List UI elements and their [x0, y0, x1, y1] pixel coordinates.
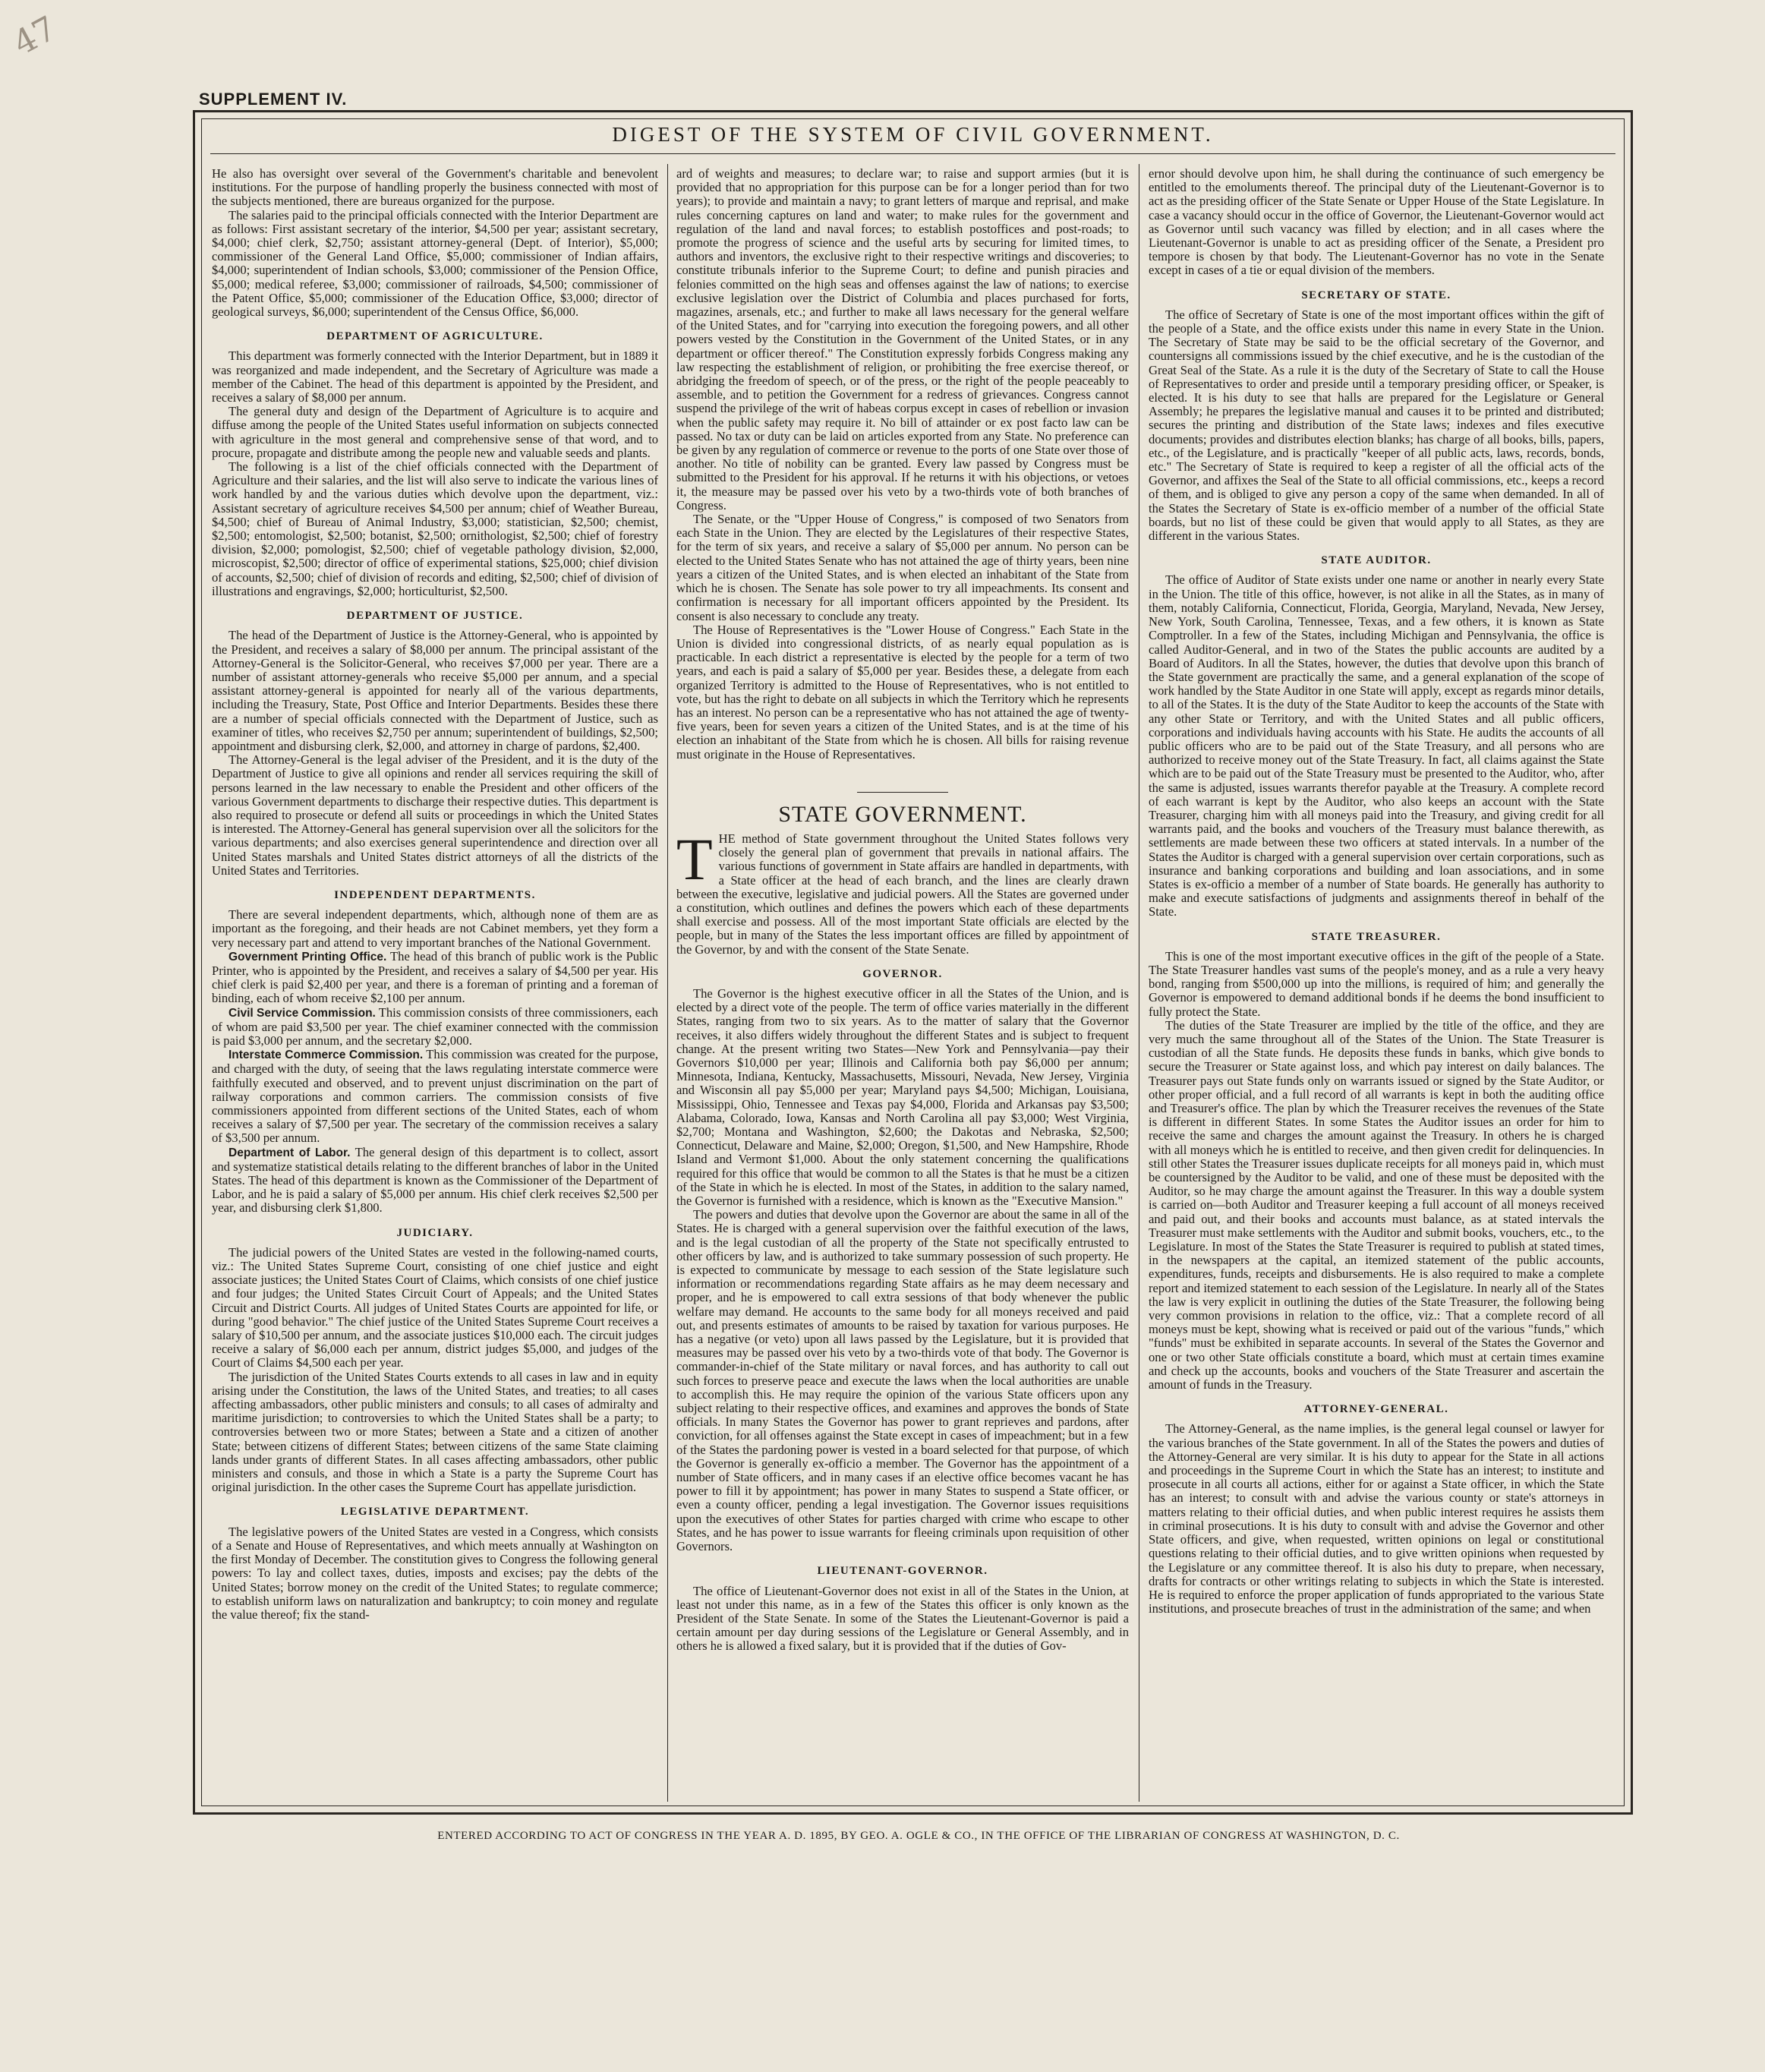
paragraph: There are several independent departments, which, although none of them are as important as the foregoing, and their heads are not Cabinet members, yet they form a very necessary part and attend to very important branches of the National Government. — [212, 907, 658, 950]
column-1 — [212, 167, 658, 1802]
paragraph-csc — [212, 1006, 658, 1049]
paragraph: This department was formerly connected with the Interior Department, but in 1889 it was reorganized and made independent, and the Secretary of Agriculture was made a member of the Cabinet. The head of this department is appointed by the President, and receives a salary of $8,000 per annum. — [212, 348, 658, 405]
paragraph: ernor should devolve upon him, he shall during the continuance of such emergency be entitled to the emoluments thereof. The principal duty of the Lieutenant-Governor is to act as the presiding officer of the State Senate or Upper House of the State Legislature. In case a vacancy should occur in the office of Governor, the Lieutenant-Governor would act as Governor until such vacancy was filled by election; and in all cases where the Lieutenant-Governor is unable to act as presiding officer of the Senate, a President pro tempore is chosen by that body. The Lieutenant-Governor has no vote in the Senate except in cases of a tie or equal division of the members. — [1149, 167, 1604, 278]
text-dol: The general design of this department is to collect, assort and systematize statistical details relating to the different branches of labor in the United States. The head of this department is known as the Commissioner of the Department of Labor, and he is paid a salary of $5,000 per annum. His chief clerk receives $2,500 per year, and disbursing clerk $1,800. — [212, 1144, 658, 1216]
section-heading-justice: DEPARTMENT OF JUSTICE. — [346, 610, 524, 623]
paragraph: The office of Lieutenant-Governor does not exist in all of the States in the Union, at least not under this name, as in a few of the States this officer is only known as the President of the State Senate. In some of the States the Lieutenant-Governor is paid a certain amount per day during sessions of the Legislature or General Assembly, and in others he is allowed a fixed salary, but it is provided that if the duties of Gov- — [676, 1583, 1129, 1654]
section-heading-legislative: LEGISLATIVE DEPARTMENT. — [340, 1506, 530, 1519]
paragraph-gpo — [212, 950, 658, 1006]
paragraph: The duties of the State Treasurer are implied by the title of the office, and they are very much the same throughout all of the States of the Union. The State Treasurer is custodian of all the State funds. He deposits these funds in banks, which give bonds to secure the Treasurer or State against loss, and which pay interest on daily balances. The Treasurer pays out State funds only on warrants issued or signed by the State Auditor, or other proper official, and a full record of all warrants is kept in both the auditing office and Treasurer's office. The plan by which the Treasurer receives the revenues of the State is different in different States. In some States the Auditor issues an order for him to receive the same and charges the amount against the Treasury. In others he is charged with all moneys which he is entitled to receive, and then given credit for delinquencies. In still other States the Treasurer issues duplicate receipts for all moneys paid in, which must be countersigned by the Auditor to be valid, and one of these must be deposited with the Auditor, so he may charge the amount against the Treasurer. In this way a double system is carried on—both Auditor and Treasurer keeping a full account of all moneys received and paid out, and their books and accounts must balance, as at stated intervals the Treasurer must make settlements with the Auditor and submit books, vouchers, etc., to the Legislature. In most of the States the State Treasurer is required to publish at stated times, in the newspapers at the capital, an itemized statement of the public accounts, expenditures, funds, receipts and disbursements. He is also required to make a complete report and itemized statement to each session of the Legislature. In nearly all of the States the law is very explicit in outlining the duties of the State Treasurer, the following being very common provisions in relation to the office, viz.: That a complete record of all moneys must be kept, showing what is received or paid out of the various "funds," which "funds" must be exhibited in separate accounts. In several of the States the Governor and one or two other State officials constitute a board, which must at certain times examine and check up the accounts, books and vouchers of the State Treasurer and ascertain the amount of funds in the Treasury. — [1149, 1017, 1604, 1392]
paragraph: He also has oversight over several of the Government's charitable and benevolent institutions. For the purpose of handling properly the business connected with most of the subjects mentioned, there are bureaus organized for the purpose. — [212, 167, 658, 209]
lead-csc: Civil Service Commission. — [229, 1006, 376, 1020]
section-heading-attorney-general: ATTORNEY-GENERAL. — [1303, 1403, 1449, 1416]
section-heading-treasurer: STATE TREASURER. — [1311, 930, 1442, 943]
paragraph-dol — [212, 1146, 658, 1216]
paragraph: The general duty and design of the Department of Agriculture is to acquire and diffuse among the people of the United States useful information on subjects connected with agriculture in the most general and comprehensive sense of that word, and to procure, propagate and distribute among the people new and valuable seeds and plants. — [212, 404, 658, 460]
paragraph: ard of weights and measures; to declare war; to raise and support armies (but it is provided that no appropriation for this purpose can be for a longer period than for two years); to provide and maintain a navy; to grant letters of marque and reprisal, and make rules concerning captures on land and water; to make rules for the government and regulation of the land and naval forces; to establish postoffices and post-roads; to promote the progress of science and the useful arts by securing for limited times, to authors and inventors, the exclusive right to their respective writings and discoveries; to constitute tribunals inferior to the Supreme Court; to define and punish piracies and felonies committed on the high seas and offenses against the law of nations; to exercise exclusive legislation over the District of Columbia and places purchased for forts, magazines, arsenals, etc.; and further to make all laws necessary for the general welfare of the United States, and for "carrying into execution the foregoing powers, and all other powers vested by the Constitution in the Government of the United States, or in any department or officer thereof." The Constitution expressly forbids Congress making any law respecting the establishment of religion, or prohibiting the free exercise thereof, or abridging the freedom of speech, or of the press, or the right of the people peaceably to assemble, and to petition the Government for a redress of grievances. Congress cannot suspend the privilege of the writ of habeas corpus except in cases of rebellion or invasion when the public safety may require it. No bill of attainder or ex post facto law can be passed. No tax or duty can be laid on articles exported from any State. No preference can be given by any regulation of commerce or revenue to the ports of one State over those of another. No title of nobility can be granted. Every law passed by Congress must be submitted to the President for his approval. If he returns it with his objections, or vetoes it, the measure may be passed over his veto by a two-thirds vote of both branches of Congress. — [676, 167, 1129, 512]
column-divider-1 — [667, 164, 668, 1802]
paragraph: The salaries paid to the principal officials connected with the Interior Department are as follows: First assistant secretary of the interior, $4,500 per year; assistant secretary, $4,000; chief clerk, $2,750; assistant attorney-general (Dept. of Interior), $5,000; commissioner of the General Land Office, $5,000; commissioner of Indian affairs, $4,000; superintendent of Indian schools, $3,000; commissioner of the Pension Office, $5,000; medical referee, $3,000; commissioner of railroads, $4,500; commissioner of the Patent Office, $5,000; commissioner of the Education Office, $3,000; director of geological surveys, $6,000; superintendent of the Census Office, $6,000. — [212, 207, 658, 320]
paragraph: The legislative powers of the United States are vested in a Congress, which consists of a Senate and House of Representatives, and which meets annually at Washington on the first Monday of December. The constitution gives to Congress the following general powers: To lay and collect taxes, duties, imposts and excises; pay the debts of the United States; borrow money on the credit of the United States; to regulate commerce; to establish uniform laws on naturalization and bankruptcy; to coin money and regulate the value thereof; fix the stand- — [212, 1524, 658, 1622]
section-heading-lieutenant-governor: LIEUTENANT-GOVERNOR. — [817, 1565, 988, 1578]
paragraph: The office of Auditor of State exists under one name or another in nearly every State in the Union. The title of this office, however, is not alike in all the States, as in many of them, notably California, Connecticut, Florida, Georgia, Maryland, Nevada, New Jersey, New York, South Carolina, Tennessee, Texas, and a few others, it is known as State Comptroller. In a few of the States, including Michigan and Pennsylvania, the office is called Auditor-General, and in two of the States the public accounts are audited by a Board of Auditors. In all the States, however, the duties that devolve upon this branch of the State government are practically the same, and a general explanation of the scope of work handled by the State Auditor in one State will apply, except as regards minor details, to all of the States. It is the duty of the State Auditor to keep the accounts of the State with any other State or Territory, and with the United States and all public officers, corporations and individuals having accounts with his State. He audits the accounts of all public officers who are to be paid out of the State Treasury, and all persons who are authorized to receive money out of the State Treasury. In fact, all claims against the State which are to be paid out of the State Treasury must be presented to the Auditor, who, after the same is adjusted, issues warrants therefor payable at the Treasury. A complete record of each warrant is kept by the Auditor, who also keeps an account with the State Treasurer, charging him with all moneys paid into the Treasury, and giving credit for all warrants paid, and the books and vouchers of the Treasury must balance therewith, as settlements are made between these two officers at stated intervals. In a number of the States the Auditor is charged with a general supervision over certain corporations, such as insurance and banking corporations and building and loan associations, and in some States is ex-officio a member of a number of State boards. He generally has authority to make and execute satisfactions of judgments and assignments thereof in behalf of the State. — [1149, 572, 1604, 919]
copyright-footer: ENTERED ACCORDING TO ACT OF CONGRESS IN THE YEAR A. D. 1895, BY GEO. A. OGLE & CO., IN THE OFFICE OF THE LIBRARIAN OF CONGRESS AT WASHINGTON, D. C. — [437, 1830, 1400, 1842]
paragraph: The judicial powers of the United States are vested in the following-named courts, viz.: The United States Supreme Court, consisting of one chief justice and eight associate justices; the United States Court of Claims, which consists of one chief justice and four judges; the United States Circuit Court of Appeals; and the United States Circuit and District Courts. All judges of United States Courts are appointed for life, or during "good behavior." The chief justice of the United States Supreme Court receives a salary of $10,500 per annum, and the associate justices $10,000 each. The circuit judges receive a salary of $6,000 each per annum, district judges $5,000, and judges of the Court of Claims $4,500 each per year. — [212, 1244, 658, 1370]
paragraph: The powers and duties that devolve upon the Governor are about the same in all of the States. He is charged with a general supervision over the faithful execution of the laws, and is the legal custodian of all the property of the State not specifically entrusted to other officers by law, and is authorized to take summary possession of such property. He is expected to communicate by message to each session of the State legislature such information or recommendations regarding State affairs as he may deem necessary and proper, and he is empowered to call extra sessions of that body whenever the public welfare may demand. He accounts to the same body for all moneys received and paid out, and presents estimates of amounts to be raised by taxation for various purposes. He has a negative (or veto) upon all laws passed by the Legislature, but it is provided that measures may be passed over his veto by a two-thirds vote of that body. The Governor is commander-in-chief of the State military or naval forces, and has authority to call out such forces to preserve peace and execute the laws when the local authorities are unable to accomplish this. He may require the opinion of the various State officers upon any subject relating to their respective offices, and examines and approves the bonds of State officials. In many States the Governor has power to grant reprieves and pardons, after conviction, for all offenses against the State except in cases of impeachment; but in a few of the States the pardoning power is vested in a board selected for that purpose, of which the Governor is generally ex-officio a member. The Governor has the appointment of a number of State officers, and in many cases if an elective office becomes vacant he has power to fill it by appointment; has power in many States to suspend a State officer, or even a county officer, pending a legal investigation. The Governor issues requisitions upon the executives of other States for parties charged with crime who escape to other States, and he has power to issue warrants for fleeing criminals upon requisition of other Governors. — [676, 1207, 1129, 1554]
section-heading-agriculture: DEPARTMENT OF AGRICULTURE. — [326, 330, 544, 343]
section-separator — [857, 792, 948, 793]
paragraph: The Governor is the highest executive officer in all the States of the Union, and is elected by a direct vote of the people. The term of office varies materially in the different States, ranging from two to six years. As to the matter of salary that the Governor receives, it also differs widely throughout the different States and is subject to frequent change. At the present writing two States—New York and Pennsylvania—pay their Governors $10,000 per year; Illinois and California both pay $6,000 per annum; Minnesota, Indiana, Kentucky, Massachusetts, Missouri, Nevada, New Jersey, Virginia and Wisconsin all pay $5,000 per year; Maryland pays $4,500; Michigan, Louisiana, Mississippi, Ohio, Tennessee and Texas pay $4,000, Florida and Arkansas pay $3,500; Alabama, Colorado, Iowa, Kansas and North Carolina all pay $3,000; West Virginia, $2,700; Montana and Washington, $2,600; the Dakotas and Nebraska, $2,500; Connecticut, Delaware and Maine, $2,000; Oregon, $1,500, and New Hampshire, Rhode Island and Vermont $1,000. About the only statement concerning the qualifications required for this office that would be common to all the States is that he must be a citizen of the State in which he is elected. In most of the States, in addition to the salary named, the Governor is furnished with a residence, which is known as the "Executive Mansion." — [676, 986, 1129, 1209]
paragraph-icc — [212, 1048, 658, 1145]
section-heading-state-government: STATE GOVERNMENT. — [778, 801, 1027, 827]
paragraph: The Senate, or the "Upper House of Congress," is composed of two Senators from each State in the Union. They are elected by the Legislatures of their respective States, for the term of six years, and receive a salary of $5,000 per annum. No person can be elected to the United States Senate who has not attained the age of thirty years, been nine years a citizen of the United States, and is when elected an inhabitant of the State from which he is chosen. The Senate has sole power to try all impeachments. Its consent and confirmation is necessary for all important officers appointed by the President. Its consent is also necessary to conclude any treaty. — [676, 512, 1129, 623]
text-csc: This commission consists of three commissioners, each of whom are paid $3,500 per year. The chief examiner connected with the commission is paid $3,000 per annum, and the secretary $2,000. — [212, 1004, 658, 1048]
lead-dol: Department of Labor. — [229, 1146, 351, 1159]
section-heading-auditor: STATE AUDITOR. — [1321, 554, 1432, 567]
page-title: DIGEST OF THE SYSTEM OF CIVIL GOVERNMENT. — [612, 123, 1214, 146]
handwritten-page-number: 47 — [7, 8, 63, 64]
drop-cap: T — [676, 825, 713, 892]
paragraph: The office of Secretary of State is one of the most important offices within the gift of the people of a State, and the office exists under this name in every State in the Union. The Secretary of State may be said to be the official secretary of the Governor, and countersigns all commissions issued by the chief executive, and he is the custodian of the Great Seal of the State. As a rule it is the duty of the Secretary of State to call the House of Representatives to order and preside until a temporary presiding officer, or Speaker, is elected. It is his duty to see that halls are prepared for the Legislature or General Assembly; he prepares the legislative manual and causes it to be printed and distributed; secures the printing and distribution of the State laws; indexes and files executive documents; provides and distributes election blanks; has charge of all books, bills, papers, etc., of the Legislature, and is practically "keeper of all public acts, laws, records, bonds, etc." The Secretary of State is required to keep a register of all the official acts of the Governor, and affixes the Seal of the State to all official commissions, etc., keeps a record of them, and is obliged to give any person a copy of the same when demanded. In all of the States the Secretary of State is ex-officio member of a number of the official State boards, but no list of these could be given that would apply to all States, as they are different in the various States. — [1149, 307, 1604, 544]
paragraph: The jurisdiction of the United States Courts extends to all cases in law and in equity arising under the Constitution, the laws of the United States, and treaties; to all cases affecting ambassadors, other public ministers and consuls; to all cases of admiralty and maritime jurisdiction; to controversies to which the United States shall be a party; to controversies between two or more States; between a State and a citizen of another State; between citizens of different States; between citizens of the same State claiming lands under grants of different States. In all cases affecting ambassadors, other public ministers and consuls, and those in which a State is a party the Supreme Court has original jurisdiction. In the other cases the Supreme Court has appellate jurisdiction. — [212, 1369, 658, 1495]
section-heading-independent: INDEPENDENT DEPARTMENTS. — [334, 888, 536, 901]
paragraph-state-intro — [676, 825, 1129, 957]
paragraph: The following is a list of the chief officials connected with the Department of Agriculture and their salaries, and the list will also serve to indicate the various lines of work handled by and the various duties which devolve upon the department, viz.: Assistant secretary of agriculture receives $4,500 per annum; chief of Weather Bureau, $4,500; chief of Bureau of Animal Industry, $3,000; statistician, $2,500; chemist, $2,500; entomologist, $2,500; botanist, $2,500; ornithologist, $2,500; chief of forestry division, $2,000; pomologist, $2,500; chief of vegetable pathology division, $2,000, microscopist, $2,500; director of office of experimental stations, $25,000; chief division of accounts, $2,500; chief of division of records and editing, $2,500; chief of division of illustrations and engravings, $2,000; horticulturist, $2,500. — [212, 459, 658, 598]
text-gpo: The head of this branch of public work is the Public Printer, who is appointed by the President, and receives a salary of $4,500 per year. His chief clerk is paid $2,400 per year, and there is a foreman of printing and a foreman of binding, each of whom receive $2,100 per annum. — [212, 948, 658, 1006]
column-2 — [676, 167, 1129, 1802]
section-heading-governor: GOVERNOR. — [862, 967, 943, 980]
supplement-label: SUPPLEMENT IV. — [199, 90, 348, 109]
column-3 — [1149, 167, 1604, 1802]
paragraph: This is one of the most important executive offices in the gift of the people of a State. The State Treasurer handles vast sums of the people's money, and as a rule a very heavy bond, ranging from $500,000 up into the millions, is required of him; and generally the Governor is empowered to demand additional bonds if he deems the bond insufficient to fully protect the State. — [1149, 948, 1604, 1019]
paragraph: The head of the Department of Justice is the Attorney-General, who is appointed by the President, and receives a salary of $8,000 per annum. The principal assistant of the Attorney-General is the Solicitor-General, who receives $7,000 per year. There are a number of assistant attorney-generals who receive $5,000 per annum, and a special assistant attorney-general is appointed for nearly all of the various departments, including the Treasury, State, Post Office and Interior Departments. Besides these there are a number of special officials connected with the Department of Justice, such as examiner of titles, who receives $2,750 per annum; superintendent of buildings, $2,500; appointment and disbursing clerk, $2,000, and attorney in charge of pardons, $2,400. — [212, 628, 658, 753]
page-frame — [193, 110, 1633, 1815]
lead-icc: Interstate Commerce Commission. — [229, 1049, 424, 1062]
lead-gpo: Government Printing Office. — [229, 950, 387, 963]
section-heading-secretary: SECRETARY OF STATE. — [1301, 289, 1451, 301]
paragraph: The Attorney-General is the legal adviser of the President, and it is the duty of the Department of Justice to give all opinions and render all services requiring the skill of persons learned in the law necessary to enable the President and other officers of the various Government departments to discharge their respective duties. This department is also required to prosecute or defend all suits or proceedings in which the United States is interested. The Attorney-General has general supervision over all the solicitors for the various departments; and also exercises general superintendence and direction over all United States marshals and United States district attorneys of all the districts of the United States and Territories. — [212, 752, 658, 878]
section-heading-judiciary: JUDICIARY. — [396, 1226, 474, 1239]
text-icc: This commission was created for the purpose, and charged with the duty, of seeing that the laws regulating interstate commerce were faithfully executed and observed, and to prevent unjust discrimination on the part of railway corporations and common carriers. The commission consists of five commissioners appointed from different sections of the United States, each of whom receives a salary of $7,500 per year. The secretary of the commission receives a salary of $3,500 per annum. — [212, 1047, 658, 1146]
paragraph: The House of Representatives is the "Lower House of Congress." Each State in the Union is divided into congressional districts, of as nearly equal population as is practicable. In each district a representative is elected by the people for a term of two years, and each is paid a salary of $5,000 per year. Besides these, a delegate from each organized Territory is admitted to the House of Representatives, who is not entitled to vote, but has the right to debate on all subjects in which the Territory which he represents has an interest. No person can be a representative who has not attained the age of twenty-five years, been for seven years a citizen of the United States, and is at the time of his election an inhabitant of the State from which he is chosen. All bills for raising revenue must originate in the House of Representatives. — [676, 622, 1129, 762]
paragraph: The Attorney-General, as the name implies, is the general legal counsel or lawyer for the various branches of the State government. In all of the States the powers and duties of the Attorney-General are very similar. It is his duty to appear for the State in all actions and proceedings in the Supreme Court in which the State has an interest; to institute and prosecute in all courts all actions, either for or against a State officer, in which the State has an interest; to consult with and advise the various county or state's attorneys in matters relating to their official duties, and when public interest requires he assists them in criminal prosecutions. It is his duty to consult with and advise the Governor and other State officers, and give, when requested, written opinions on legal or constitutional questions relating to their official duties, and to give written opinions when requested by the Legislature or any committee thereof. It is also his duty to prepare, when necessary, drafts for contracts or other writings relating to subjects in which the State is interested. He is required to enforce the proper application of funds appropriated to the various State institutions, and prosecute breaches of trust in the administration of the same; and when — [1149, 1421, 1604, 1616]
text-state-intro: HE method of State government throughout the United States follows very closely the general plan of government that prevails in national affairs. The various functions of government in State affairs are handled in departments, with a State officer at the head of each branch, and the lines are clearly drawn between the executive, legislative and judicial powers. All the States are governed under a constitution, which outlines and defines the powers which each of these departments shall exercise and possess. All of the most important State officials are elected by the people, but in many of the States the less important offices are filled by appointment of the Governor, by and with the consent of the State Senate. — [676, 831, 1129, 957]
title-divider — [210, 153, 1615, 154]
